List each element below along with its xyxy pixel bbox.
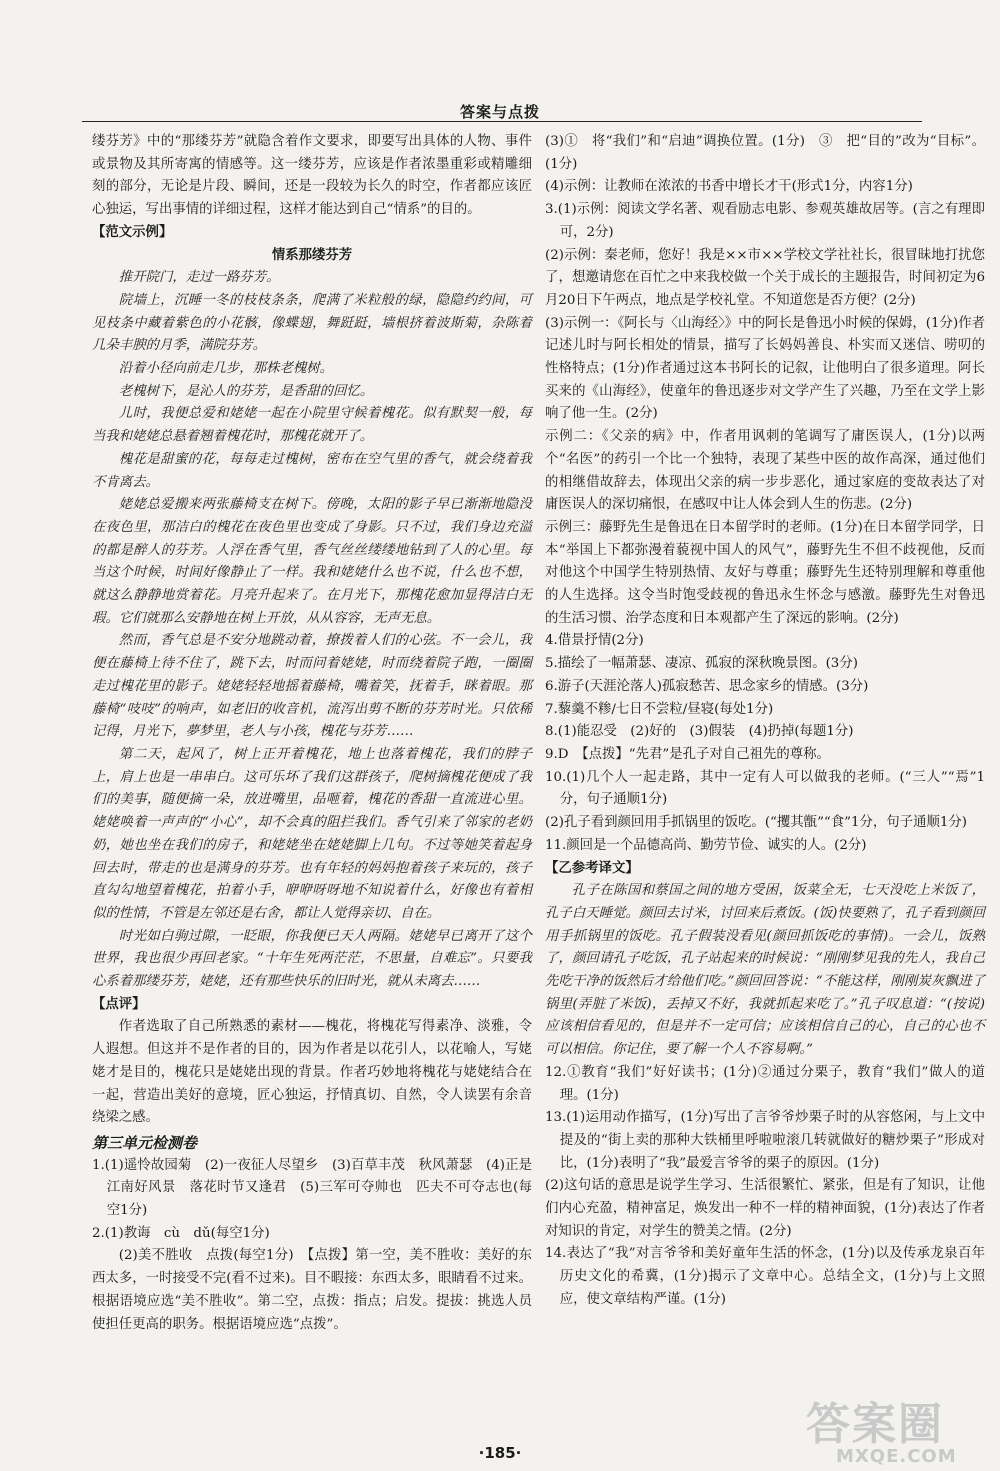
intro-paragraph: 缕芬芳》中的“那缕芬芳”就隐含着作文要求，即要写出具体的人物、事件或景物及其所寄寓的情感等。这一缕芬芳，应该是作者浓墨重彩或精雕细刻的部分，无论是片段、瞬间，还是一段较为长久的时空，作者都应该匠心独运，写出事情的详细过程，这样才能达到自己“情系”的目的。 xyxy=(92,134,532,218)
essay-paragraph: 槐花是甜蜜的花，每每走过槐树，密布在空气里的香气，就会绕着我不肯离去。 xyxy=(92,451,532,490)
answer-item: 4.借景抒情(2分) xyxy=(545,633,644,649)
answer-item: 2.(1)教诲 cù dǔ(每空1分) xyxy=(92,1225,270,1241)
answer-item: (4)示例：让教师在浓浓的书香中增长才干(形式1分，内容1分) xyxy=(545,179,913,195)
comment-paragraph: 作者选取了自己所熟悉的素材——槐花，将槐花写得素净、淡雅，令人遐想。但这并不是作者的目的，因为作者是以花引人，以花喻人，写姥姥才是目的，槐花只是姥姥出现的背景。作者巧妙地将槐花与姥姥结合在一起，营造出美好的意境，匠心独运，抒情真切、自然，令人读罢有余音绕梁之感。 xyxy=(92,1019,532,1126)
essay-paragraph: 推开院门，走过一路芬芳。 xyxy=(118,270,280,286)
answer-item: 11.颜回是一个品德高尚、勤劳节俭、诚实的人。(2分) xyxy=(545,837,867,853)
translation-tag: 【乙参考译文】 xyxy=(545,860,639,876)
answer-item: 1.(1)遥怜故园菊 (2)一夜征人尽望乡 (3)百草丰茂 秋风萧瑟 (4)正是江南好风景 落花时节又逢君 (5)三军可夺帅也 匹夫不可夺志也(每空1分) xyxy=(92,1157,532,1219)
answer-item: (2)这句话的意思是说学生学习、生活很繁忙、紧张，但是有了知识，让他们内心充盈，精神富足，焕发出一种不一样的精神面貌，(1分)表达了作者对知识的肯定，对学生的赞美之情。(2分) xyxy=(545,1178,985,1239)
sample-tag: 【范文示例】 xyxy=(92,224,173,240)
answer-item: 13.(1)运用动作描写，(1分)写出了言爷爷炒栗子时的从容悠闲，与上文中提及的“街上卖的那种大铁桶里呼啦啦滚几转就做好的糖炒栗子”形成对比，(1分)表明了“我”最爱言爷爷的栗子的原因。(1分) xyxy=(545,1110,985,1171)
watermark-url: MXQE.COM xyxy=(836,1446,957,1467)
answer-item: (3)① 将“我们”和“启迪”调换位置。(1分) ③ 把“目的”改为“目标”。(1分) xyxy=(545,134,985,172)
essay-paragraph: 然而，香气总是不安分地跳动着，撩拨着人们的心弦。不一会儿，我便在藤椅上待不住了，跳下去，时而问着姥姥，时而绕着院子跑，一圈圈走过槐花里的影子。姥姥轻轻地摇着藤椅，嘴着笑，抚着手，眯着眼。那藤椅“吱吱”的响声，如老旧的收音机，流泻出剪不断的芬芳时光。只依稀记得，月光下，夢梦里，老人与小孩，槐花与芬芳…… xyxy=(92,633,532,740)
answer-item: (3)示例一：《阿长与〈山海经〉》中的阿长是鲁迅小时候的保姆，(1分)作者记述儿时与阿长相处的情景，描写了长妈妈善良、朴实而又迷信、唠叨的性格特点；(1分)作者通过这本书阿长的记叙，让他明白了很多道理。阿长买来的《山海经》，使童年的鲁迅逐步对文学产生了兴趣，乃至在文学上影响了他一生。(2分) xyxy=(545,315,985,422)
page-header-title: 答案与点拨 xyxy=(459,103,540,121)
answer-item: 14.表达了“我”对言爷爷和美好童年生活的怀念，(1分)以及传承龙泉百年历史文化的希冀，(1分)揭示了文章中心。总结全文，(1分)与上文照应，使文章结构严谨。(1分) xyxy=(545,1246,985,1307)
answer-item: (2)美不胜收 点拨(每空1分) 【点拨】第一空，美不胜收：美好的东西太多，一时接受不完(看不过来)。目不暇接：东西太多，眼睛看不过来。根据语境应选“美不胜收”。第二空，点拨：指点；启发。提拔：挑选人员使担任更高的职务。根据语境应选“点拨”。 xyxy=(92,1248,532,1332)
answer-item: 9.D 【点拨】“先君”是孔子对自己祖先的尊称。 xyxy=(545,746,830,762)
answer-item: 示例二：《父亲的病》中，作者用讽刺的笔调写了庸医误人，(1分)以两个“名医”的药引一个比一个独特，表现了某些中医的故作高深，通过他们的相继借故辞去，体现出父亲的病一步步恶化，通过家庭的变故表达了对庸医误人的深切痛恨，在感叹中让人体会到人生的伤悲。(2分) xyxy=(545,429,985,513)
essay-paragraph: 儿时，我便总爱和姥姥一起在小院里守候着槐花。似有默契一般，每当我和姥姥总悬着翘着槐花时，那槐花就开了。 xyxy=(92,406,532,445)
page-number: ·185· xyxy=(478,1444,522,1462)
answer-item: 6.游子(天涯沦落人)孤寂愁苦、思念家乡的情感。(3分) xyxy=(545,678,869,694)
answer-item: (2)示例：秦老师，您好！我是××市××学校文学社社长，很冒昧地打扰您了，想邀请您在百忙之中来我校做一个关于成长的主题报告，时间初定为6月20日下午两点，地点是学校礼堂。不知道您是否方便？(2分) xyxy=(545,247,985,308)
essay-paragraph: 沿着小径向前走几步，那株老槐树。 xyxy=(118,361,334,377)
answer-item: (2)孔子看到颜回用手抓锅里的饭吃。(“攫其甑”“食”1分，句子通顺1分) xyxy=(545,815,967,831)
answer-item: 10.(1)几个人一起走路，其中一定有人可以做我的老师。(“三人”“焉”1分，句子通顺1分) xyxy=(545,769,985,808)
answer-item: 7.藜羹不糁/七日不尝粒/昼寝(每处1分) xyxy=(545,701,774,717)
header-rule xyxy=(82,121,922,122)
answer-item: 3.(1)示例：阅读文学名著、观看励志电影、参观英雄故居等。(言之有理即可，2分) xyxy=(545,202,985,240)
essay-paragraph: 时光如白驹过隙，一眨眼，你我便已天人两隔。姥姥早已离开了这个世界，我也很少再回老家。“十年生死两茫茫，不思量，自难忘”。只要我心系着那缕芬芳，姥姥，还有那些快乐的旧时光，就从未离去…… xyxy=(92,928,532,990)
left-column xyxy=(92,131,532,1336)
right-column xyxy=(545,131,985,1312)
translation-paragraph: 孔子在陈国和蔡国之间的地方受困，饭菜全无，七天没吃上米饭了，孔子白天睡觉。颜回去讨米，讨回来后煮饭。(饭)快要熟了，孔子看到颜回用手抓锅里的饭吃。孔子假装没看见(颜回抓饭吃的事情)。一会儿，饭熟了，颜回请孔子吃饭，孔子站起来的时候说：“刚刚梦见我的先人，我自己先吃干净的饭然后才给他们吃。”颜回回答说：“不能这样，刚刚炭灰飘进了锅里(弄脏了米饭)，丢掉又不好，我就抓起来吃了。”孔子叹息道：“(按说)应该相信看见的，但是并不一定可信；应该相信自己的心，自己的心也不可以相信。你记住，要了解一个人不容易啊。” xyxy=(545,883,985,1058)
answer-item: 8.(1)能忍受 (2)好的 (3)假装 (4)扔掉(每题1分) xyxy=(545,724,854,740)
answer-item: 示例三：藤野先生是鲁迅在日本留学时的老师。(1分)在日本留学同学，日本“举国上下都弥漫着藐视中国人的风气”，藤野先生不但不歧视他，反而对他这个中国学生特别热情、友好与尊重；藤野先生还特别理解和尊重他的人生选择。这令当时饱受歧视的鲁迅永生怀念与感激。藤野先生对鲁迅的生活习惯、治学态度和日本观都产生了深远的影响。(2分) xyxy=(545,519,985,626)
watermark-logo: 答案圈 xyxy=(806,1399,944,1450)
essay-paragraph: 老槐树下，是沁人的芬芳，是香甜的回忆。 xyxy=(118,383,374,399)
comment-tag: 【点评】 xyxy=(92,996,146,1012)
answer-item: 5.描绘了一幅萧瑟、凄凉、孤寂的深秋晚景图。(3分) xyxy=(545,656,858,672)
essay-paragraph: 院墙上，沉睡一冬的枝枝条条，爬满了米粒般的绿，隐隐约约间，可见枝条中藏着紫色的小花骸，像蝶翅，舞跹跹，墙根挤着波斯菊，杂陈着几朵丰腴的月季，满院芬芳。 xyxy=(92,292,532,354)
essay-title: 情系那缕芬芳 xyxy=(271,247,353,263)
unit-test-title: 第三单元检测卷 xyxy=(92,1133,198,1152)
essay-paragraph: 第二天，起风了，树上正开着槐花，地上也落着槐花，我们的脖子上，肩上也是一串串白。这可乐坏了我们这群孩子，爬树摘槐花便成了我们的美事，随便摘一朵，放进嘴里，品咂着，槐花的香甜一直流进心里。姥姥唤着一声声的“小心”，却不会真的阻拦我们。香气引来了邻家的老奶奶，她也坐在我们的房子，和姥姥坐在姥姥脚上几句。不过等她笑着起身回去时，带走的也是满身的芬芳。也有年轻的妈妈抱着孩子来玩的，孩子直勾勾地望着槐花，拍着小手，咿咿呀呀地不知说着什么，好像也有着相似的性情，不管是左邻还是右舍，都让人觉得亲切、自在。 xyxy=(92,746,532,921)
essay-paragraph: 姥姥总爱搬来两张藤椅支在树下。傍晚，太阳的影子早已渐渐地隐没在夜色里，那洁白的槐花在夜色里也变成了身影。只不过，我们身边充溢的都是醉人的芬芳。人浮在香气里，香气丝丝缕缕地钻到了人的心里。每当这个时候，时间好像静止了一样。我和姥姥什么也不说，什么也不想，就这么静静地赏着花。月亮升起来了。在月光下，那槐花愈加显得洁白无瑕。它们就那么安静地在树上开放，从从容容，无声无息。 xyxy=(92,497,532,626)
answer-item: 12.①教育“我们”好好读书；(1分)②通过分栗子，教育“我们”做人的道理。(1分) xyxy=(545,1064,985,1103)
